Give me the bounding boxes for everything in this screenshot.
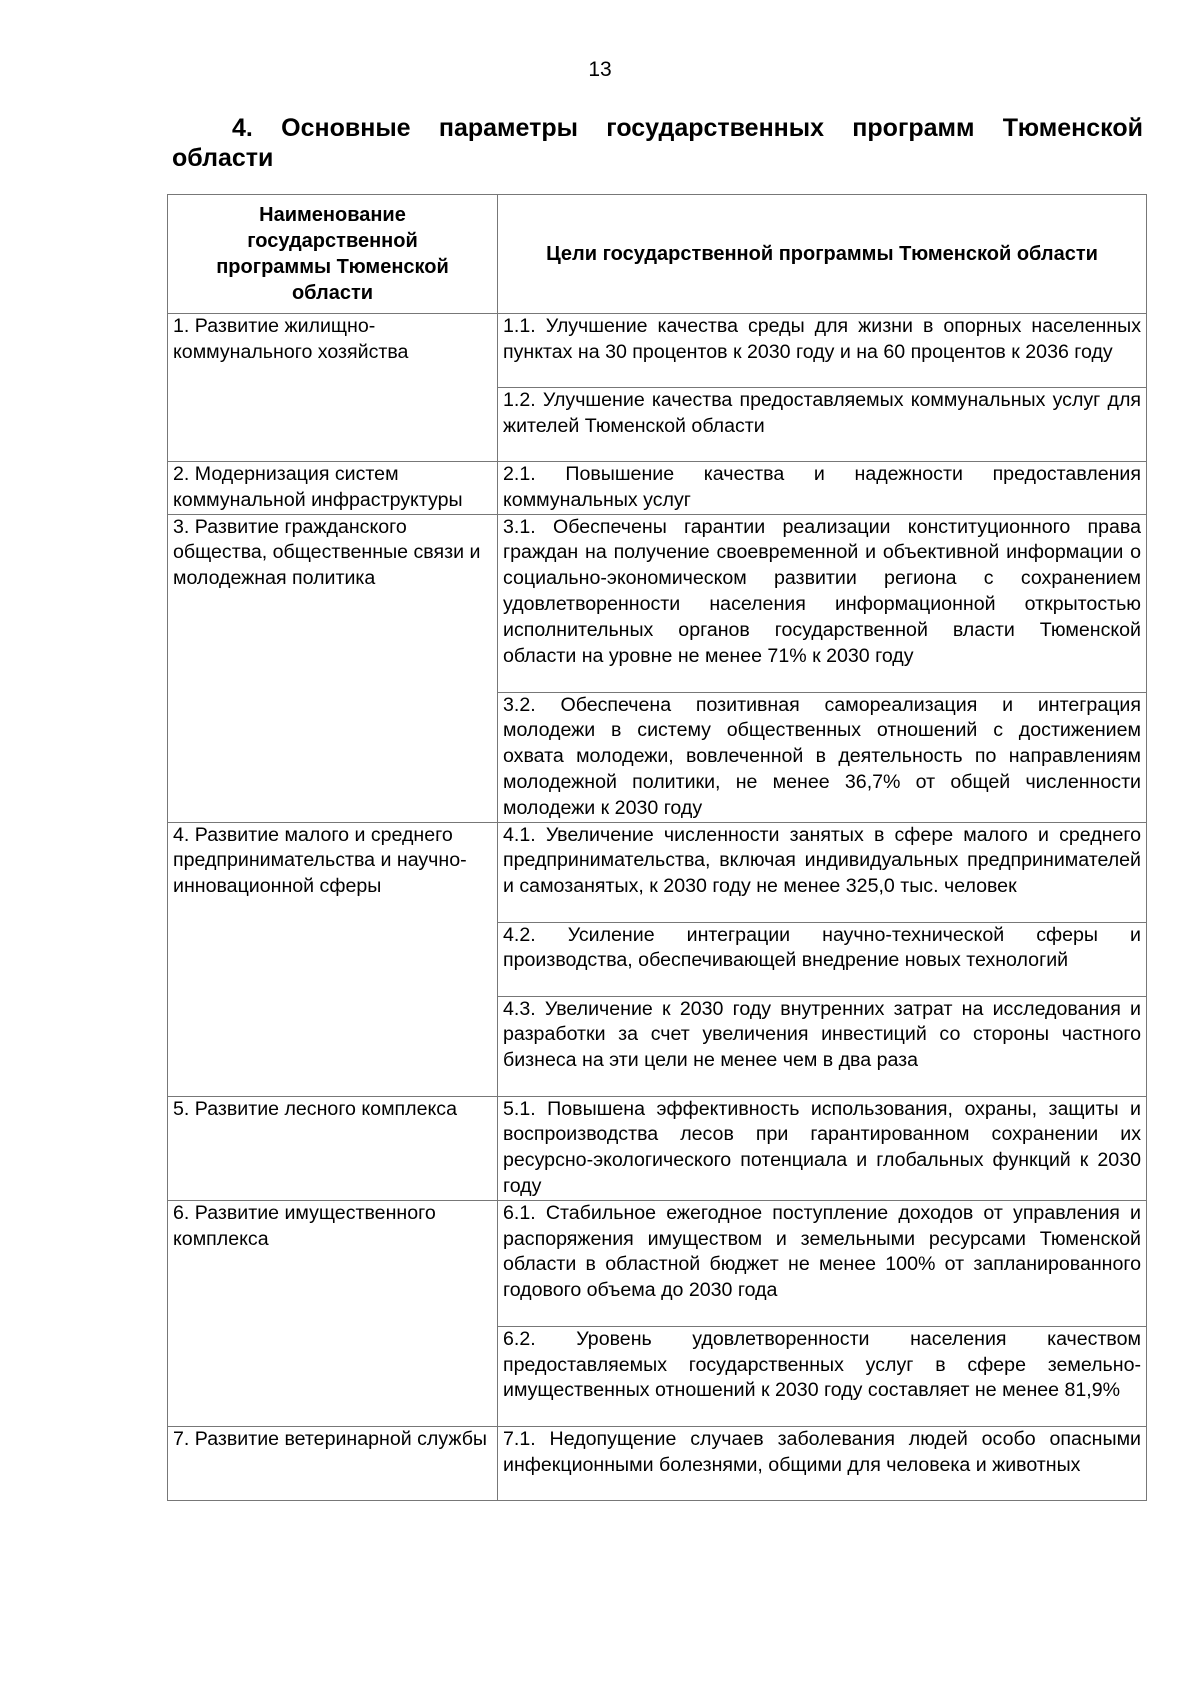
table-row <box>168 1096 1147 1200</box>
program-goal: 4.2. Усиление интеграции научно-технической сферы и производства, обеспечивающей внедрение новых технологий <box>498 922 1147 996</box>
program-name: 6. Развитие имущественного комплекса <box>168 1200 498 1426</box>
program-name: 4. Развитие малого и среднего предпринимательства и научно-инновационной сферы <box>168 822 498 1096</box>
program-goal: 4.1. Увеличение численности занятых в сфере малого и среднего предпринимательства, включая индивидуальных предпринимателей и самозанятых, к 2030 году не менее 325,0 тыс. человек <box>498 822 1147 922</box>
program-goal: 2.1. Повышение качества и надежности предоставления коммунальных услуг <box>498 462 1147 515</box>
table-row <box>168 1200 1147 1326</box>
program-name: 2. Модернизация систем коммунальной инфраструктуры <box>168 462 498 515</box>
program-name: 3. Развитие гражданского общества, общественные связи и молодежная политика <box>168 514 498 822</box>
table-row <box>168 822 1147 922</box>
program-goal: 1.1. Улучшение качества среды для жизни в опорных населенных пунктах на 30 процентов к 2030 году и на 60 процентов к 2036 году <box>498 314 1147 388</box>
program-goal: 5.1. Повышена эффективность использования, охраны, защиты и воспроизводства лесов при гарантированном сохранении их ресурсно-экологического потенциала и глобальных функций к 2030 году <box>498 1096 1147 1200</box>
table-header-row <box>168 195 1147 314</box>
program-goal: 7.1. Недопущение случаев заболевания людей особо опасными инфекционными болезнями, общими для человека и животных <box>498 1426 1147 1500</box>
program-name: 1. Развитие жилищно-коммунального хозяйства <box>168 314 498 462</box>
section-title: 4. Основные параметры государственных программ Тюменской области <box>172 114 1143 172</box>
program-goal: 6.1. Стабильное ежегодное поступление доходов от управления и распоряжения имуществом и земельными ресурсами Тюменской области в областной бюджет не менее 100% от запланированного годового объема до 2030 года <box>498 1200 1147 1326</box>
page-number: 13 <box>588 58 612 81</box>
header-program-goals: Цели государственной программы Тюменской области <box>498 195 1147 314</box>
program-goal: 3.1. Обеспечены гарантии реализации конституционного права граждан на получение своевременной и объективной информации о социально-экономическом развитии региона с сохранением удовлетворенности населения информационной открытостью исполнительных органов государственной власти Тюменской области на уровне не менее 71% к 2030 году <box>498 514 1147 692</box>
program-goal: 1.2. Улучшение качества предоставляемых коммунальных услуг для жителей Тюменской области <box>498 388 1147 462</box>
program-name: 7. Развитие ветеринарной службы <box>168 1426 498 1500</box>
table-row <box>168 514 1147 692</box>
header-program-name: Наименование государственной программы Тюменской области <box>168 195 498 314</box>
table-row <box>168 462 1147 515</box>
program-goal: 3.2. Обеспечена позитивная самореализация и интеграция молодежи в систему общественных отношений с достижением охвата молодежи, вовлеченной в деятельность по направлениям молодежной политики, не менее 36,7% от общей численности молодежи к 2030 году <box>498 692 1147 822</box>
program-goal: 6.2. Уровень удовлетворенности населения качеством предоставляемых государственных услуг в сфере земельно-имущественных отношений к 2030 году составляет не менее 81,9% <box>498 1326 1147 1426</box>
table-row <box>168 1426 1147 1500</box>
programs-table <box>167 194 1147 1501</box>
table-row <box>168 314 1147 388</box>
program-name: 5. Развитие лесного комплекса <box>168 1096 498 1200</box>
program-goal: 4.3. Увеличение к 2030 году внутренних затрат на исследования и разработки за счет увеличения инвестиций со стороны частного бизнеса на эти цели не менее чем в два раза <box>498 996 1147 1096</box>
